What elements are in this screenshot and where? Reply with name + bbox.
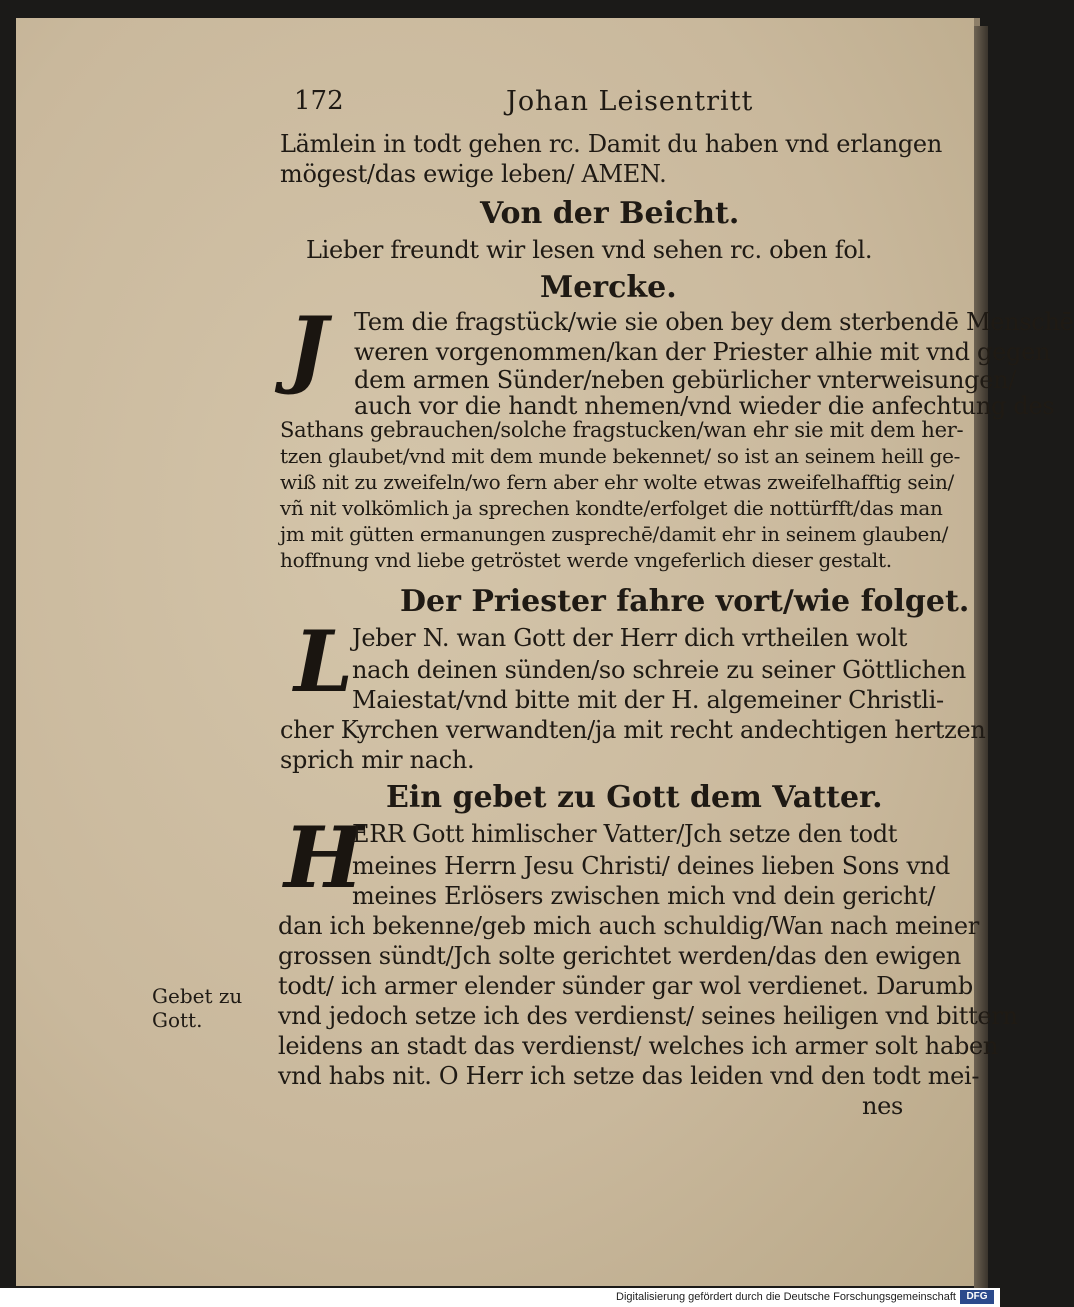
paragraph-line: weren vorgenommen/kan der Priester alhie mit vnd gegen bbox=[354, 338, 1051, 366]
paragraph-line: dan ich bekenne/geb mich auch schuldig/Wan nach meiner bbox=[278, 912, 979, 940]
paragraph-line: meines Herrn Jesu Christi/ deines lieben Sons vnd bbox=[352, 852, 950, 880]
footer-credit: Digitalisierung gefördert durch die Deutsche Forschungsgemeinschaft bbox=[616, 1291, 956, 1303]
drop-cap-initial: L bbox=[294, 612, 354, 711]
intro-line: mögest/das ewige leben/ AMEN. bbox=[280, 160, 667, 188]
paragraph-line: Tem die fragstück/wie sie oben bey dem sterbendē Menschē bbox=[354, 308, 1074, 336]
heading-gebet: Ein gebet zu Gott dem Vatter. bbox=[386, 780, 883, 815]
paragraph-line: meines Erlösers zwischen mich vnd dein gericht/ bbox=[352, 882, 936, 910]
running-head: Johan Leisentritt bbox=[506, 86, 754, 117]
paragraph-line: jm mit gütten ermanungen zusprechē/damit ehr in seinem glauben/ bbox=[280, 522, 949, 546]
paragraph-line: wiß nit zu zweifeln/wo fern aber ehr wolte etwas zweifelhafftig sein/ bbox=[280, 470, 954, 494]
paragraph-line: Sathans gebrauchen/solche fragstucken/wan ehr sie mit dem her- bbox=[280, 418, 964, 442]
paragraph-line: auch vor die handt nhemen/vnd wieder die anfechtung des bbox=[354, 392, 1055, 420]
paragraph-line: ERR Gott himlischer Vatter/Jch setze den todt bbox=[352, 820, 898, 848]
paragraph-line: tzen glaubet/vnd mit dem munde bekennet/ so ist an seinem heill ge- bbox=[280, 444, 961, 468]
paragraph-line: leidens an stadt das verdienst/ welches ich armer solt haben bbox=[278, 1032, 999, 1060]
paragraph-line: Maiestat/vnd bitte mit der H. algemeiner Christli- bbox=[352, 686, 944, 714]
margin-note-line: Gebet zu bbox=[152, 984, 243, 1008]
paragraph-line: todt/ ich armer elender sünder gar wol verdienet. Darumb bbox=[278, 972, 973, 1000]
paragraph-line: vnd jedoch setze ich des verdienst/ seines heiligen vnd bittern bbox=[278, 1002, 1018, 1030]
heading-beicht: Von der Beicht. bbox=[480, 196, 740, 231]
paragraph-line: grossen sündt/Jch solte gerichtet werden/das den ewigen bbox=[278, 942, 961, 970]
paragraph-line: cher Kyrchen verwandten/ja mit recht andechtigen hertzen bbox=[280, 716, 986, 744]
catchword: nes bbox=[862, 1092, 904, 1120]
drop-cap-initial: H bbox=[284, 808, 364, 907]
paragraph-line: vnd habs nit. O Herr ich setze das leiden vnd den todt mei- bbox=[278, 1062, 980, 1090]
page-number: 172 bbox=[294, 86, 344, 116]
paragraph-line: dem armen Sünder/neben gebürlicher vnterweisungen/ bbox=[354, 366, 1017, 394]
margin-note-line: Gott. bbox=[152, 1008, 203, 1032]
drop-cap-initial: J bbox=[288, 298, 328, 397]
intro-line: Lämlein in todt gehen rc. Damit du haben vnd erlangen bbox=[280, 130, 942, 158]
page-header bbox=[294, 86, 904, 122]
paragraph-line: sprich mir nach. bbox=[280, 746, 475, 774]
heading-priester: Der Priester fahre vort/wie folget. bbox=[400, 584, 970, 619]
paragraph-line: Jeber N. wan Gott der Herr dich vrtheilen wolt bbox=[352, 624, 908, 652]
paragraph-line: vñ nit volkömlich ja sprechen kondte/erfolget die nottürfft/das man bbox=[280, 496, 943, 520]
paragraph-line: nach deinen sünden/so schreie zu seiner Göttlichen bbox=[352, 656, 966, 684]
dfg-logo: DFG bbox=[960, 1290, 994, 1304]
heading-mercke: Mercke. bbox=[540, 270, 677, 305]
subline: Lieber freundt wir lesen vnd sehen rc. oben fol. bbox=[306, 236, 873, 264]
page-edge bbox=[974, 26, 988, 1288]
paragraph-line: hoffnung vnd liebe getröstet werde vngeferlich dieser gestalt. bbox=[280, 548, 892, 572]
